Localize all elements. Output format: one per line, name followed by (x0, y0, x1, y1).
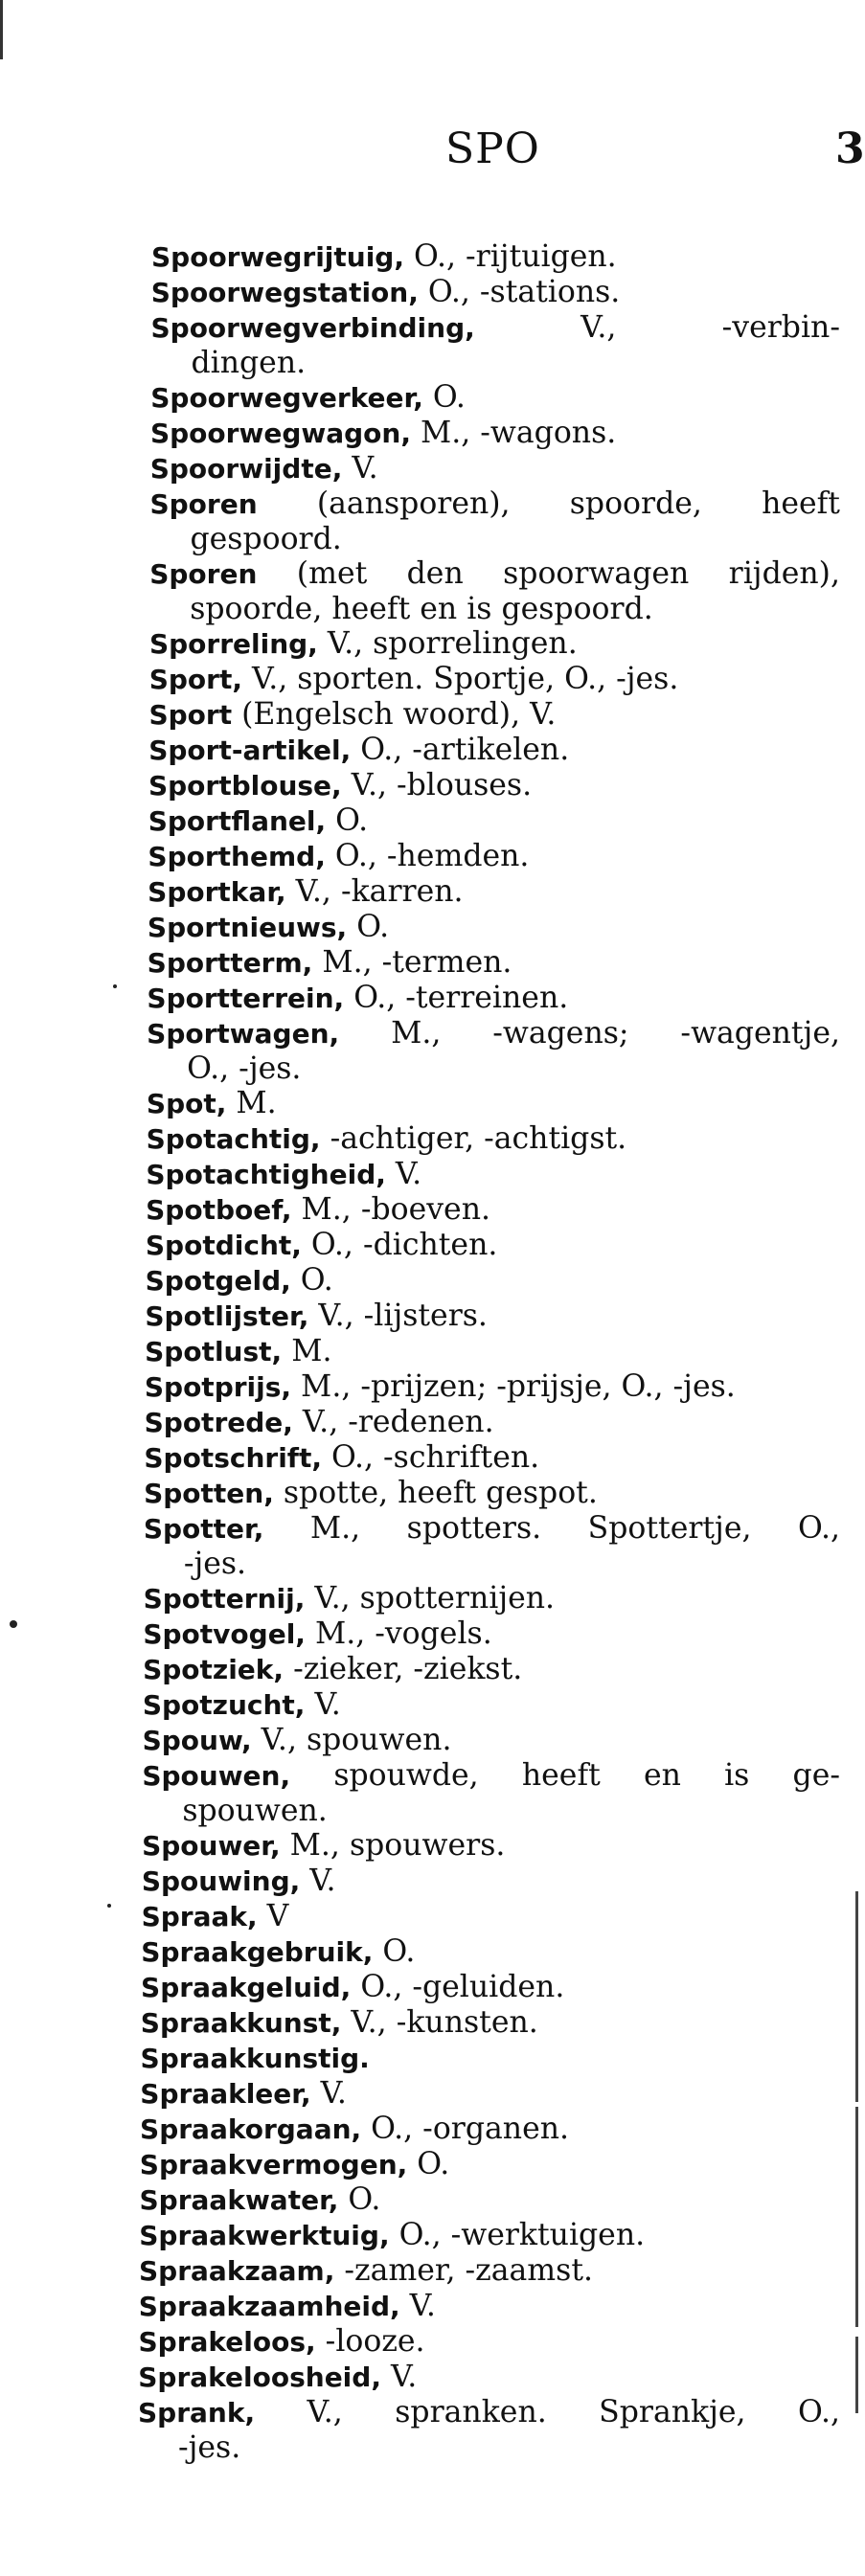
entry-definition: V., sporrelingen. (317, 626, 578, 661)
entry-definition: V. (385, 1157, 422, 1191)
entry-definition: M., -termen. (312, 945, 512, 980)
dictionary-entry (150, 416, 840, 451)
right-margin-rule (855, 2107, 858, 2327)
entry-line (139, 2289, 840, 2324)
entry-continuation: gespoord. (190, 522, 342, 556)
entry-headword: Spoorwegverkeer, (150, 382, 423, 414)
entry-definition: O., -schriften. (322, 1440, 540, 1475)
entry-headword: Spotgeld, (145, 1265, 291, 1297)
entry-line (144, 1476, 840, 1511)
entry-headword: Spoorwegverbinding, (150, 312, 475, 344)
dictionary-entry (139, 2289, 840, 2324)
entry-line (150, 416, 840, 451)
entry-headword: Sportflanel, (148, 805, 327, 837)
dictionary-entry-list (0, 239, 861, 2465)
entry-headword: Spraakvermogen, (139, 2149, 408, 2181)
entry-headword: Spouwer, (142, 1830, 281, 1862)
entry-definition: -looze. (315, 2324, 425, 2359)
entry-definition: V., -redenen. (292, 1405, 494, 1439)
entry-line (148, 874, 840, 910)
entry-line (145, 1334, 840, 1369)
entry-headword: Spraakgeluid, (141, 1972, 352, 2003)
entry-definition: (met den spoorwagen rijden), (257, 556, 840, 591)
dictionary-entry (151, 239, 840, 275)
entry-headword: Sport (148, 699, 233, 731)
entry-definition: -achtiger, -achtigst. (320, 1121, 627, 1156)
dictionary-entry (140, 2182, 840, 2218)
dictionary-entry (150, 451, 840, 486)
entry-headword: Spotschrift, (144, 1442, 322, 1474)
dictionary-entry (147, 1086, 840, 1121)
entry-definition: -zieker, -ziekst. (284, 1652, 523, 1686)
dictionary-entry (148, 874, 840, 910)
dictionary-entry (146, 1157, 840, 1192)
dictionary-entry (148, 803, 840, 839)
entry-definition: M., spotters. Spottertje, O., (263, 1511, 840, 1546)
entry-headword: Sportterrein, (147, 983, 345, 1014)
entry-headword: Spot, (146, 1088, 227, 1119)
entry-headword: Spotachtig, (146, 1123, 321, 1155)
entry-line (142, 1899, 840, 1934)
entry-line (141, 1970, 840, 2005)
entry-definition: V. (305, 1687, 341, 1722)
entry-line (141, 2041, 840, 2076)
entry-definition: O. (347, 910, 390, 944)
right-margin-rule (855, 2337, 858, 2413)
entry-line (145, 1405, 840, 1440)
entry-definition: O., -dichten. (301, 1228, 498, 1262)
dictionary-entry (142, 1758, 840, 1828)
entry-headword: Sprakeloos, (138, 2326, 316, 2358)
entry-line (143, 1652, 840, 1687)
margin-dot (113, 984, 117, 988)
entry-headword: Sporen (149, 558, 258, 590)
entry-continuation: -jes. (183, 1547, 247, 1581)
entry-definition: -zamer, -zaamst. (334, 2253, 594, 2288)
entry-headword: Spotten, (144, 1478, 274, 1509)
dictionary-entry (150, 310, 840, 380)
entry-headword: Spotdicht, (145, 1230, 302, 1261)
dictionary-entry (141, 1934, 840, 1970)
entry-line (142, 1828, 840, 1864)
dictionary-entry (143, 1652, 840, 1687)
entry-headword: Spraakkunst, (140, 2007, 342, 2039)
entry-line (143, 1687, 840, 1723)
entry-headword: Spotrede, (144, 1407, 293, 1438)
dictionary-entry (149, 556, 840, 626)
entry-headword: Spotlust, (145, 1336, 283, 1367)
dictionary-entry (146, 1263, 840, 1299)
entry-line (145, 1299, 840, 1334)
dictionary-entry (148, 697, 840, 733)
entry-headword: Spotlijster, (145, 1300, 309, 1332)
entry-headword: Sprakeloosheid, (138, 2361, 381, 2393)
entry-headword: Spraakorgaan, (140, 2113, 362, 2145)
entry-definition: V., -kunsten. (341, 2005, 538, 2040)
dictionary-entry (143, 1616, 840, 1652)
entry-line (138, 2395, 840, 2430)
entry-line (147, 1016, 840, 1051)
entry-definition: O., -terreinen. (344, 981, 569, 1015)
margin-dot (10, 1620, 17, 1628)
entry-headword: Spouw, (142, 1725, 252, 1756)
entry-definition: (aansporen), spoorde, heeft (257, 486, 840, 521)
dictionary-entry (143, 1687, 840, 1723)
entry-line (147, 1086, 840, 1121)
dictionary-entry (142, 1899, 840, 1934)
entry-headword: Spoorwegrijtuig, (151, 241, 404, 273)
page-number: 3 (835, 124, 865, 173)
entry-line (151, 239, 840, 275)
entry-definition: V., -verbin- (474, 310, 840, 345)
entry-line (148, 910, 840, 945)
entry-headword: Spotter, (143, 1513, 264, 1545)
entry-definition: O., -rijtuigen. (404, 239, 617, 274)
entry-headword: Sporthemd, (148, 841, 326, 872)
entry-definition: M., -boeven. (291, 1192, 490, 1227)
entry-headword: Sportwagen, (147, 1018, 340, 1050)
entry-line (148, 697, 840, 733)
entry-headword: Spouwing, (141, 1865, 301, 1897)
entry-definition: O., -stations. (418, 275, 621, 309)
entry-continuation: spoorde, heeft en is gespoord. (190, 592, 653, 626)
dictionary-entry (151, 275, 840, 310)
entry-definition: O. (290, 1263, 333, 1298)
entry-definition: V. (300, 1864, 336, 1898)
right-margin-rule (855, 1891, 858, 2102)
dictionary-entry (150, 380, 840, 416)
dictionary-entry (140, 2147, 840, 2182)
dictionary-entry (148, 910, 840, 945)
entry-line (146, 1192, 840, 1228)
entry-line (148, 945, 840, 981)
entry-definition: spotte, heeft gespot. (273, 1476, 598, 1510)
entry-headword: Spoorwegwagon, (149, 418, 411, 449)
dictionary-entry (142, 1828, 840, 1864)
entry-line (144, 1440, 840, 1476)
entry-definition: V. (399, 2289, 436, 2323)
entry-continuation: O., -jes. (187, 1051, 302, 1086)
entry-headword: Spraakzaam, (139, 2255, 335, 2287)
dictionary-entry (141, 2005, 840, 2041)
entry-line (149, 556, 840, 592)
entry-headword: Spouwen, (142, 1760, 291, 1792)
entry-definition: O. (373, 1934, 416, 1969)
entry-definition: V., spouwen. (251, 1723, 452, 1757)
entry-definition: V., spranken. Sprankje, O., (255, 2395, 840, 2429)
entry-definition: V., sporten. Sportje, O., -jes. (241, 662, 679, 696)
entry-headword: Spraakwerktuig, (139, 2220, 390, 2251)
entry-definition: O., -hemden. (325, 839, 530, 873)
dictionary-entry (147, 981, 840, 1016)
dictionary-entry (141, 2041, 840, 2076)
entry-line (140, 2182, 840, 2218)
dictionary-entry (144, 1476, 840, 1511)
entry-headword: Spraak, (141, 1901, 258, 1932)
dictionary-entry (144, 1440, 840, 1476)
entry-headword: Spotternij, (143, 1583, 306, 1615)
entry-definition: O. (338, 2182, 381, 2217)
dictionary-entry (147, 1016, 840, 1086)
entry-line (142, 1758, 840, 1794)
entry-line (144, 1511, 840, 1547)
dictionary-entry (143, 1723, 840, 1758)
entry-headword: Sporen (149, 488, 258, 520)
entry-definition: O. (326, 803, 369, 838)
entry-line (140, 2112, 840, 2147)
entry-headword: Spraakgebruik, (141, 1936, 374, 1968)
entry-continuation: -jes. (178, 2430, 241, 2465)
entry-line (143, 1723, 840, 1758)
entry-line (150, 310, 840, 346)
entry-definition: V., -lijsters. (308, 1299, 488, 1333)
entry-headword: Spotachtigheid, (146, 1159, 386, 1190)
entry-line (143, 1616, 840, 1652)
entry-definition: (Engelsch woord), V. (232, 697, 557, 732)
entry-definition: V (257, 1899, 289, 1933)
dictionary-entry (140, 2076, 840, 2112)
entry-line (148, 839, 840, 874)
entry-headword: Spraakzaamheid, (138, 2291, 400, 2322)
dictionary-entry (141, 1970, 840, 2005)
entry-headword: Spotprijs, (144, 1371, 292, 1403)
entry-line (149, 486, 840, 522)
dictionary-entry (149, 662, 840, 697)
left-margin-rule (0, 0, 3, 59)
entry-continuation: spouwen. (182, 1794, 328, 1828)
entry-definition: O., -organen. (361, 2112, 570, 2146)
page-title: SPO (445, 124, 540, 173)
page-header (0, 124, 865, 182)
entry-definition: V., -karren. (285, 874, 464, 909)
entry-line (150, 380, 840, 416)
entry-line (149, 662, 840, 697)
entry-line (139, 2218, 840, 2253)
entry-definition: O., -artikelen. (351, 733, 570, 767)
entry-headword: Sportblouse, (148, 770, 342, 802)
entry-definition: V., spotternijen. (305, 1581, 556, 1616)
dictionary-entry (142, 1864, 840, 1899)
entry-line (144, 1581, 840, 1616)
entry-headword: Sport, (148, 664, 242, 695)
dictionary-entry (138, 2360, 840, 2395)
entry-line (141, 1934, 840, 1970)
entry-definition: V., -blouses. (341, 768, 533, 802)
entry-line (138, 2360, 840, 2395)
entry-definition: spouwde, heeft en is ge- (290, 1758, 840, 1793)
dictionary-entry (146, 1228, 840, 1263)
dictionary-entry (144, 1511, 840, 1581)
entry-definition: V. (380, 2360, 418, 2394)
entry-headword: Sportkar, (148, 876, 286, 908)
dictionary-entry (145, 1405, 840, 1440)
entry-definition: M. (282, 1334, 332, 1368)
entry-line (140, 2076, 840, 2112)
entry-line (146, 1228, 840, 1263)
entry-definition: O. (422, 380, 466, 415)
entry-definition: O., -geluiden. (351, 1970, 565, 2004)
entry-line (151, 275, 840, 310)
entry-continuation: dingen. (191, 346, 307, 380)
dictionary-entry (144, 1581, 840, 1616)
dictionary-entry (149, 486, 840, 556)
entry-line (146, 1157, 840, 1192)
dictionary-entry (145, 1369, 840, 1405)
entry-headword: Spraakleer, (140, 2078, 311, 2110)
entry-line (139, 2324, 840, 2360)
entry-line (139, 2253, 840, 2289)
entry-line (146, 1263, 840, 1299)
dictionary-entry (149, 626, 840, 662)
entry-headword: Spraakwater, (139, 2184, 339, 2216)
entry-definition: M., -vogels. (305, 1616, 492, 1651)
dictionary-entry (139, 2324, 840, 2360)
margin-dot (107, 1904, 111, 1908)
entry-line (141, 2005, 840, 2041)
entry-definition: M., -wagons. (410, 416, 617, 450)
entry-headword: Sporreling, (148, 628, 318, 660)
entry-definition: V. (310, 2076, 347, 2111)
dictionary-entry (145, 1334, 840, 1369)
entry-definition: O. (407, 2147, 450, 2181)
entry-line (148, 733, 840, 768)
dictionary-entry (148, 839, 840, 874)
entry-headword: Sprank, (138, 2397, 256, 2429)
entry-line (147, 1121, 840, 1157)
entry-headword: Spotzucht, (142, 1689, 306, 1721)
dictionary-entry (139, 2253, 840, 2289)
entry-headword: Spoorwijdte, (149, 453, 343, 485)
entry-headword: Sport-artikel, (148, 734, 352, 766)
entry-headword: Spotboef, (146, 1194, 292, 1226)
dictionary-entry (146, 1192, 840, 1228)
dictionary-entry (148, 768, 840, 803)
entry-definition: O., -werktuigen. (389, 2218, 646, 2252)
entry-line (148, 803, 840, 839)
entry-definition: M. (226, 1086, 277, 1120)
entry-headword: Spotvogel, (143, 1618, 306, 1650)
dictionary-entry (139, 2218, 840, 2253)
entry-definition: M., spouwers. (280, 1828, 506, 1863)
dictionary-entry (140, 2112, 840, 2147)
dictionary-entry (148, 945, 840, 981)
entry-definition: V. (342, 451, 378, 486)
entry-line (148, 768, 840, 803)
entry-headword: Spoorwegstation, (150, 277, 419, 308)
entry-line (140, 2147, 840, 2182)
entry-headword: Sportnieuws, (147, 912, 348, 943)
entry-line (147, 981, 840, 1016)
entry-headword: Spotziek, (143, 1654, 285, 1685)
entry-headword: Spraakkunstig. (140, 2043, 370, 2074)
dictionary-entry (145, 1299, 840, 1334)
entry-line (142, 1864, 840, 1899)
dictionary-entry (148, 733, 840, 768)
dictionary-entry (138, 2395, 840, 2465)
entry-line (145, 1369, 840, 1405)
entry-line (149, 626, 840, 662)
entry-definition: M., -wagens; -wagentje, (339, 1016, 840, 1051)
entry-line (150, 451, 840, 486)
entry-headword: Sportterm, (147, 947, 313, 979)
entry-definition: M., -prijzen; -prijsje, O., -jes. (291, 1369, 736, 1404)
dictionary-entry (147, 1121, 840, 1157)
